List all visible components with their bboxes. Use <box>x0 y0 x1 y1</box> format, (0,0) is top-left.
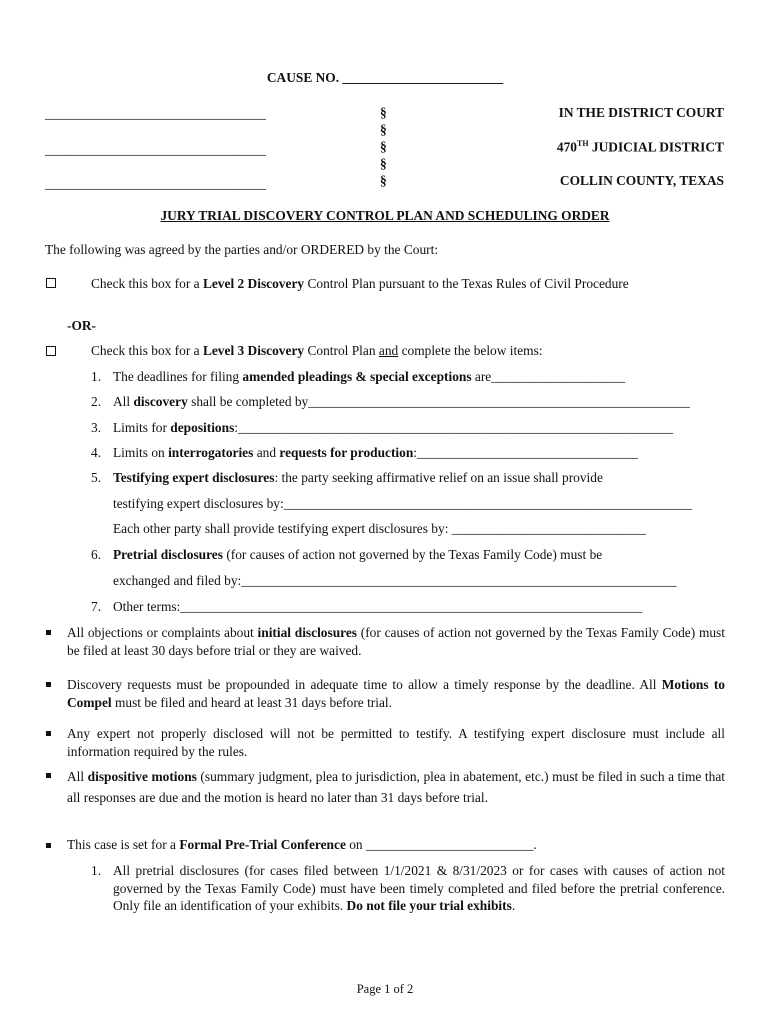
item-expert-disclosures: Testifying expert disclosures: the party seeking affirmative relief on an issue shall provide <box>113 470 603 485</box>
section-symbol: § <box>380 122 387 137</box>
bullet-icon <box>46 682 51 687</box>
level-3-option: Check this box for a Level 3 Discovery Control Plan and complete the below items: <box>91 343 543 358</box>
item-number: 6. <box>91 547 102 562</box>
item-expert-disclosures-line-3: Each other party shall provide testifying expert disclosures by: _____________________________ <box>113 521 646 536</box>
cause-number: CAUSE NO. ________________________ <box>266 70 504 85</box>
bullet-dispositive-motions: All dispositive motions (summary judgment, plea to jurisdiction, plea in abatement, etc.) must be filed in such a time that all responses are due and the motion is heard no later than 31 days before trial. <box>67 769 725 805</box>
item-expert-disclosures-line-2: testifying expert disclosures by:_____________________________________________________________ <box>113 496 693 511</box>
judicial-district <box>557 139 724 155</box>
item-pretrial-conference-disclosures: All pretrial disclosures (for cases filed between 1/1/2021 & 8/31/2023 or for cases with causes of action not governed by the Texas Family Code) must have been timely completed and filed before the pretrial conference. Only file an identification of your exhibits. Do not file your trial exhibits. <box>113 863 725 914</box>
or-separator: -OR- <box>67 318 97 333</box>
party-line-3: _________________________________ <box>45 176 266 191</box>
bullet-icon <box>46 630 51 635</box>
item-pretrial-disclosures-line-2: exchanged and filed by:_________________________________________________________________ <box>113 573 677 588</box>
bullet-discovery-requests: Discovery requests must be propounded in adequate time to allow a timely response by the deadline. All Motions to Compel must be filed and heard at least 31 days before trial. <box>67 677 725 710</box>
item-interrogatories: Limits on interrogatories and requests for production:_________________________________ <box>113 445 638 460</box>
bullet-icon <box>46 731 51 736</box>
page-number: Page 1 of 2 <box>356 982 414 996</box>
item-number: 1. <box>91 369 102 384</box>
section-symbols <box>380 104 387 189</box>
party-line-2: _________________________________ <box>45 142 266 157</box>
item-number: 1. <box>91 863 102 878</box>
section-symbol: § <box>380 173 387 188</box>
level-2-option: Check this box for a Level 2 Discovery Control Plan pursuant to the Texas Rules of Civil Procedure <box>91 276 629 291</box>
intro-text: The following was agreed by the parties and/or ORDERED by the Court: <box>45 242 439 257</box>
bullet-icon <box>46 773 51 778</box>
item-other-terms: Other terms:_____________________________________________________________________ <box>113 599 643 614</box>
item-discovery-deadline: All discovery shall be completed by_________________________________________________________ <box>113 394 690 409</box>
item-number: 5. <box>91 470 102 485</box>
item-pretrial-disclosures: Pretrial disclosures (for causes of action not governed by the Texas Family Code) must be <box>113 547 603 562</box>
document-title: JURY TRIAL DISCOVERY CONTROL PLAN AND SCHEDULING ORDER <box>160 208 610 223</box>
item-number: 4. <box>91 445 102 460</box>
level-2-checkbox[interactable] <box>46 278 56 288</box>
district-number: 470 <box>556 139 577 155</box>
section-symbol: § <box>380 105 387 120</box>
district-label: JUDICIAL DISTRICT <box>588 139 724 155</box>
bullet-initial-disclosures: All objections or complaints about initial disclosures (for causes of action not governed by the Texas Family Code) must be filed at least 30 days before trial or they are waived. <box>67 625 725 658</box>
county: COLLIN COUNTY, TEXAS <box>559 173 724 188</box>
item-number: 2. <box>91 394 102 409</box>
court-name: IN THE DISTRICT COURT <box>558 105 724 120</box>
district-ordinal: TH <box>577 139 589 148</box>
section-symbol: § <box>380 139 387 154</box>
item-amended-pleadings: The deadlines for filing amended pleadings & special exceptions are____________________ <box>113 369 626 384</box>
level-3-checkbox[interactable] <box>46 346 56 356</box>
item-depositions: Limits for depositions:_________________________________________________________________ <box>113 420 674 435</box>
party-line-1: _________________________________ <box>45 106 266 121</box>
bullet-pretrial-conference: This case is set for a Formal Pre-Trial Conference on _________________________. <box>67 837 537 852</box>
bullet-icon <box>46 843 51 848</box>
bullet-expert-disclosure: Any expert not properly disclosed will not be permitted to testify. A testifying expert disclosure must include all information required by the rules. <box>67 726 725 759</box>
item-number: 7. <box>91 599 102 614</box>
item-number: 3. <box>91 420 102 435</box>
section-symbol: § <box>380 156 387 171</box>
